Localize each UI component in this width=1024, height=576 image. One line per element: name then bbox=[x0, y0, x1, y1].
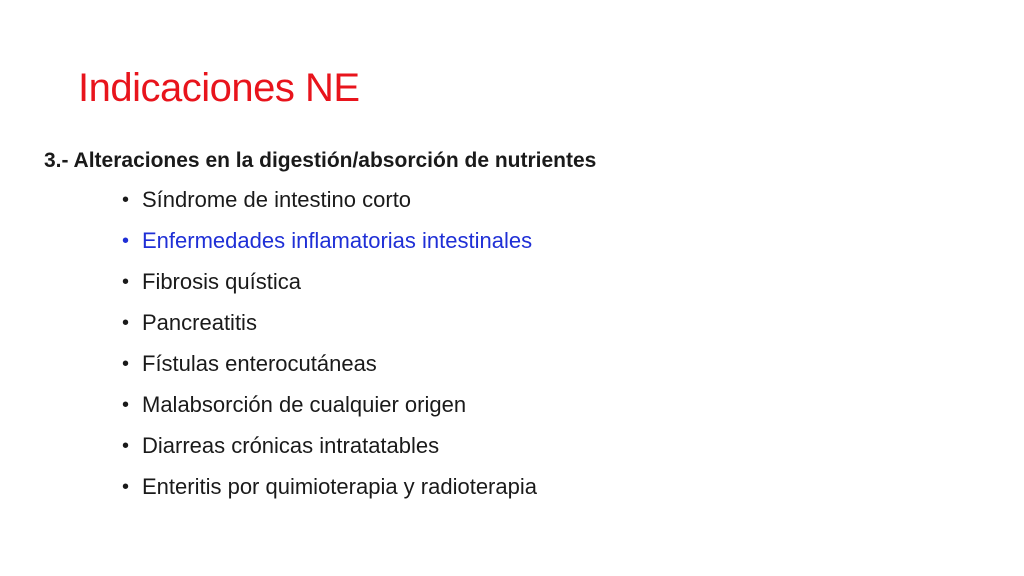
list-item-text: Pancreatitis bbox=[142, 310, 257, 335]
bullet-icon: • bbox=[122, 435, 130, 457]
list-item-text: Síndrome de intestino corto bbox=[142, 187, 412, 212]
bullet-icon: • bbox=[122, 476, 130, 498]
list-item bbox=[122, 430, 537, 471]
bullet-icon: • bbox=[122, 189, 130, 211]
list-item bbox=[122, 266, 537, 307]
list-item bbox=[122, 184, 537, 225]
section-heading: 3.- Alteraciones en la digestión/absorción de nutrientes bbox=[44, 149, 597, 172]
bullet-icon: • bbox=[122, 230, 130, 252]
list-item-text: Enfermedades inflamatorias intestinales bbox=[142, 228, 533, 253]
list-item-text: Fibrosis quística bbox=[142, 269, 301, 294]
list-item bbox=[122, 307, 537, 348]
bullet-icon: • bbox=[122, 271, 130, 293]
list-item-text: Fístulas enterocutáneas bbox=[142, 351, 377, 376]
bullet-icon: • bbox=[122, 353, 130, 375]
list-item-text: Malabsorción de cualquier origen bbox=[142, 392, 467, 417]
list-item bbox=[122, 471, 537, 512]
bullet-icon: • bbox=[122, 394, 130, 416]
list-item bbox=[122, 225, 537, 266]
list-item-text: Enteritis por quimioterapia y radioterapia bbox=[142, 474, 537, 499]
bullet-list bbox=[122, 184, 537, 512]
slide-title: Indicaciones NE bbox=[78, 66, 360, 110]
bullet-icon: • bbox=[122, 312, 130, 334]
list-item bbox=[122, 389, 537, 430]
list-item bbox=[122, 348, 537, 389]
list-item-text: Diarreas crónicas intratatables bbox=[142, 433, 440, 458]
